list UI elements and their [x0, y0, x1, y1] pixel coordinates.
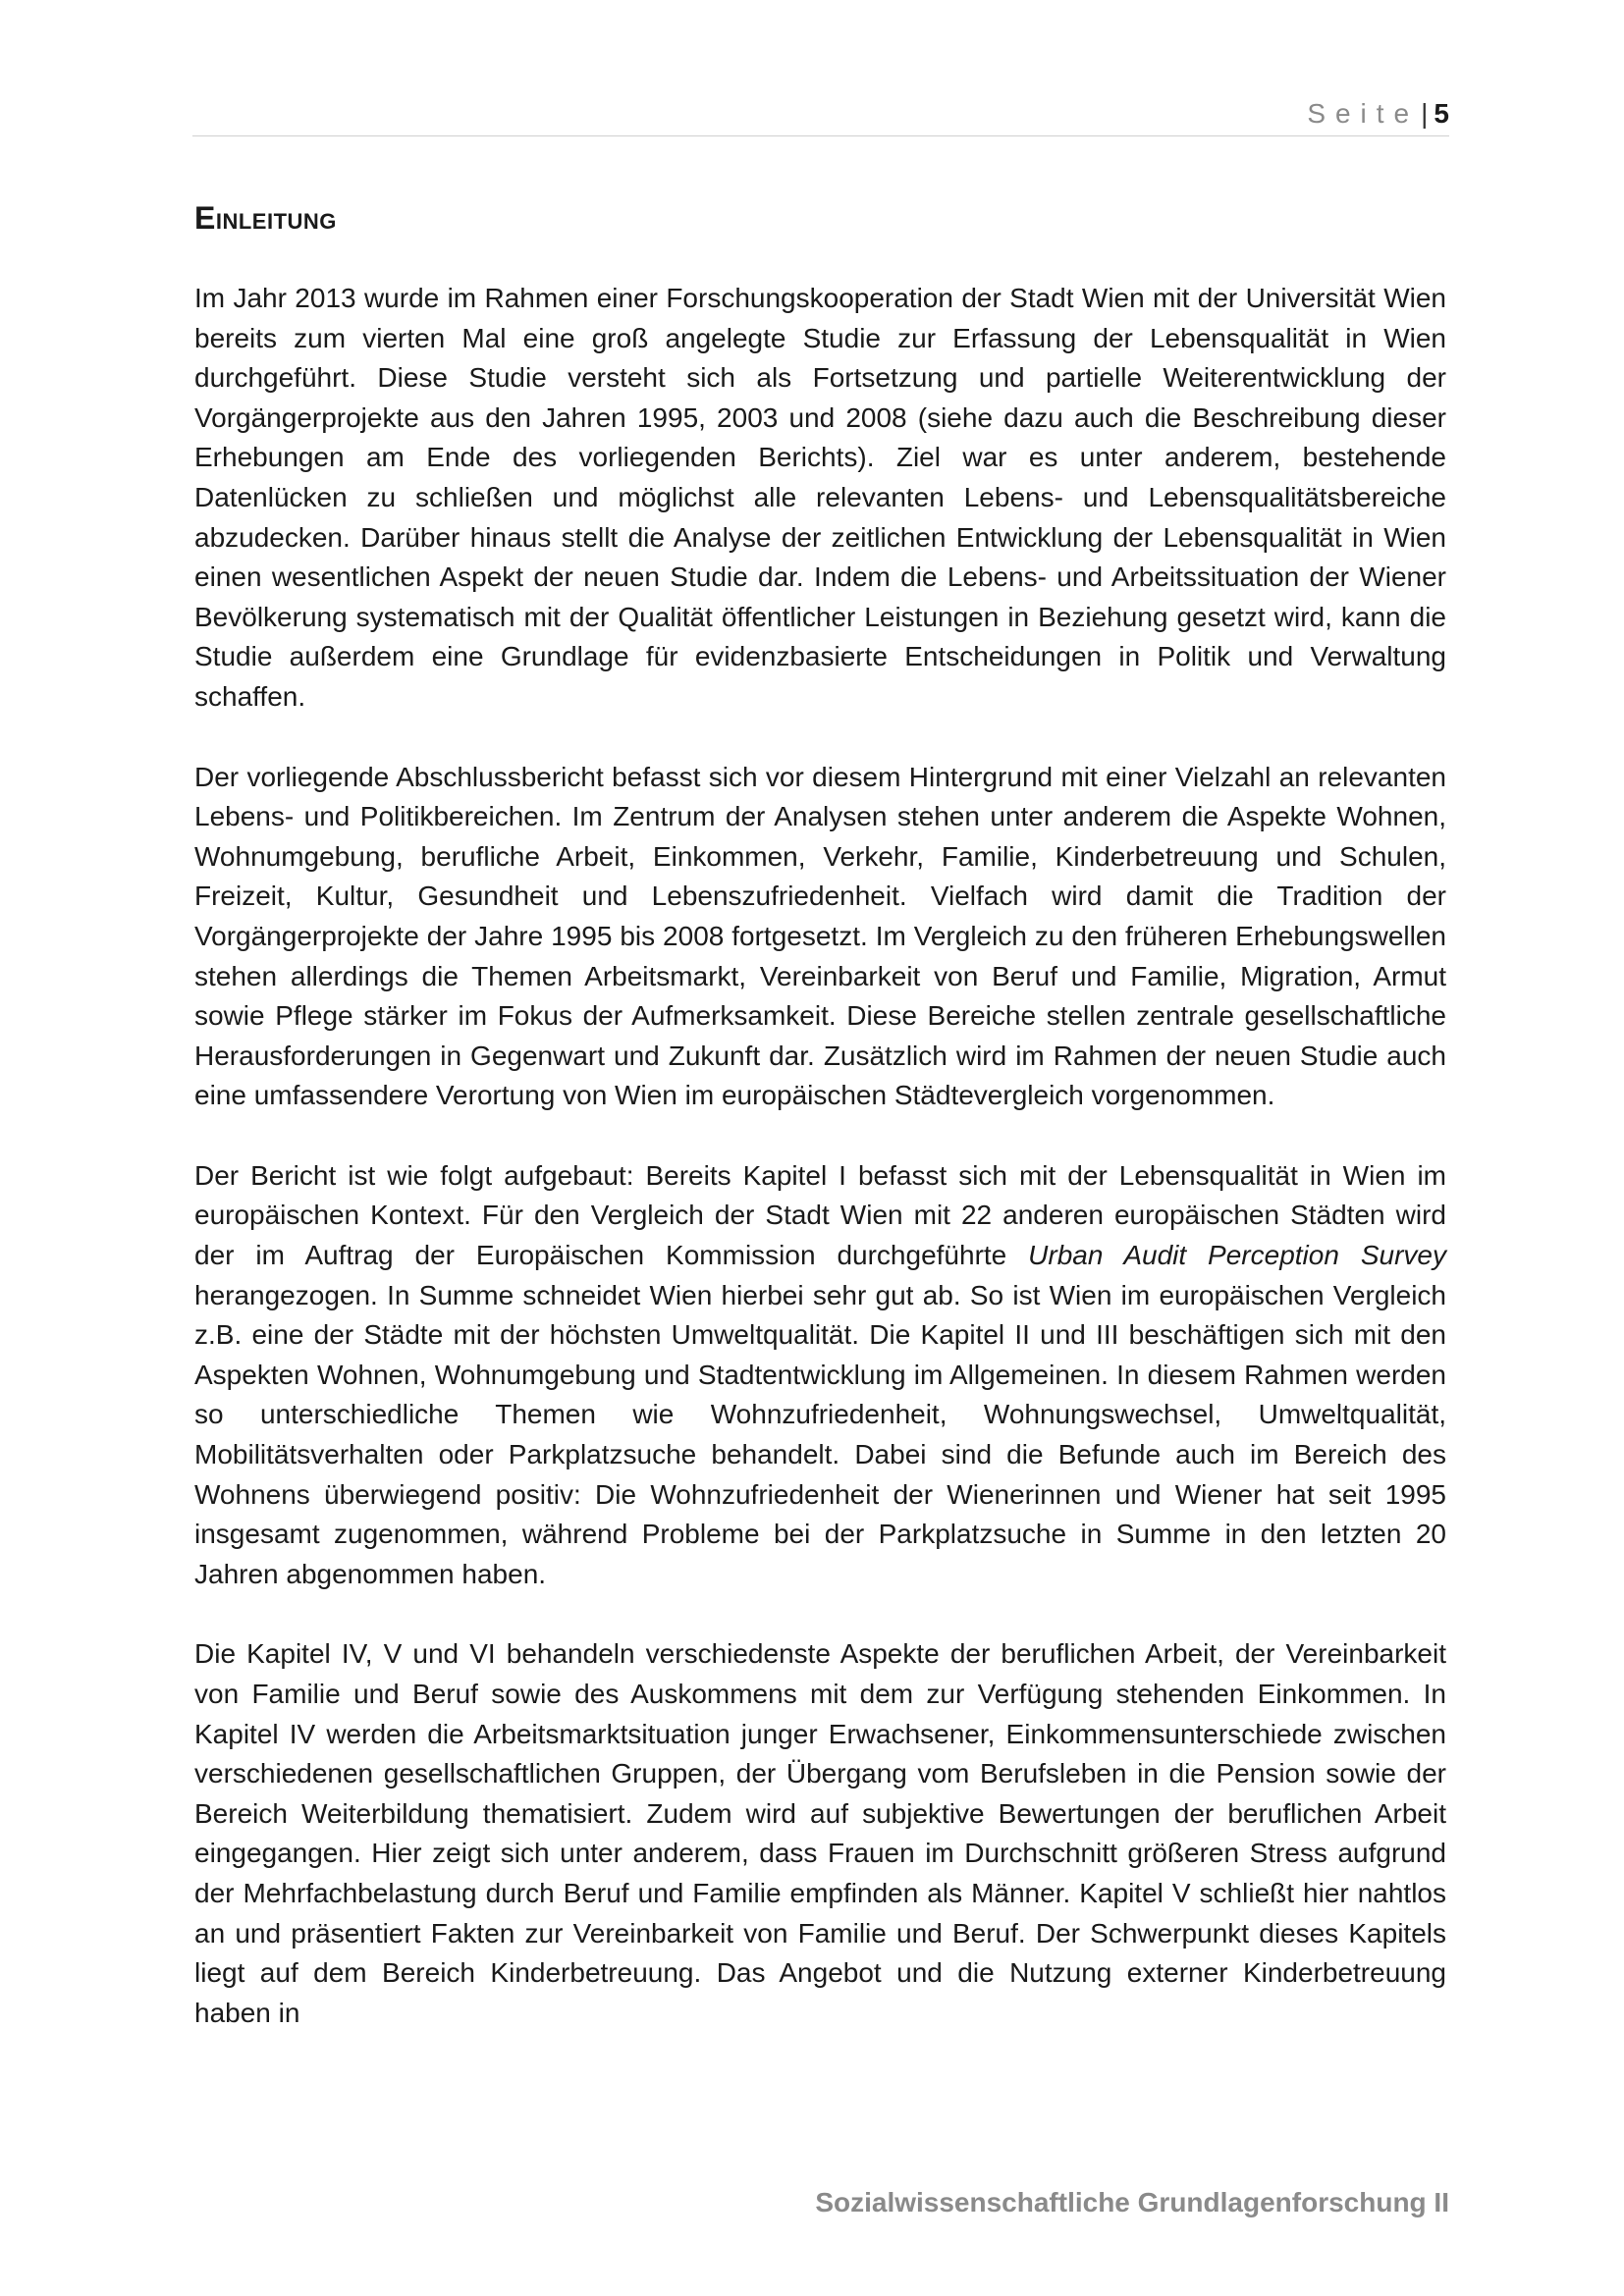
paragraph-2: Der vorliegende Abschlussbericht befasst sich vor diesem Hintergrund mit einer Vielzahl an relevanten Lebens- und Politikbereichen. Im Zentrum der Analysen stehen unter anderem die Aspekte Wohnen, Wohnumgebung, berufliche Arbeit, Einkommen, Verkehr, Familie, Kinderbetreuung und Schulen, Freizeit, Kultur, Gesundheit und Lebenszufriedenheit. Vielfach wird damit die Tradition der Vorgängerprojekte der Jahre 1995 bis 2008 fortgesetzt. Im Vergleich zu den früheren Erhebungswellen stehen allerdings die Themen Arbeitsmarkt, Vereinbarkeit von Beruf und Familie, Migration, Armut sowie Pflege stärker im Fokus der Aufmerksamkeit. Diese Bereiche stellen zentrale gesellschaftliche Herausforderungen in Gegenwart und Zukunft dar. Zusätzlich wird im Rahmen der neuen Studie auch eine umfassendere Verortung von Wien im europäischen Städtevergleich vorgenommen. [194, 761, 1446, 1111]
section-heading: Einleitung [194, 200, 337, 236]
paragraph-4: Die Kapitel IV, V und VI behandeln verschiedenste Aspekte der beruflichen Arbeit, der Vereinbarkeit von Familie und Beruf sowie des Auskommens mit dem zur Verfügung stehenden Einkommen. In Kapitel IV werden die Arbeitsmarktsituation junger Erwachsener, Einkommensunterschiede zwischen verschiedenen gesellschaftlichen Gruppen, der Übergang vom Berufsleben in die Pension sowie der Bereich Weiterbildung thematisiert. Zudem wird auf subjektive Bewertungen der beruflichen Arbeit eingegangen. Hier zeigt sich unter anderem, dass Frauen im Durchschnitt größeren Stress aufgrund der Mehrfachbelastung durch Beruf und Familie empfinden als Männer. Kapitel V schließt hier nahtlos an und präsentiert Fakten zur Vereinbarkeit von Familie und Beruf. Der Schwerpunkt dieses Kapitels liegt auf dem Bereich Kinderbetreuung. Das Angebot und die Nutzung externer Kinderbetreuung haben in [194, 1638, 1446, 2028]
page-header [192, 94, 1449, 136]
page-footer: Sozialwissenschaftliche Grundlagenforschung II [815, 2187, 1449, 2217]
page-label: Seite [1307, 98, 1420, 129]
body-text [194, 279, 1446, 2073]
paragraph-3-text-before: Der Bericht ist wie folgt aufgebaut: Bereits Kapitel I befasst sich mit der Lebensqualität in Wien im europäischen Kontext. Für den Vergleich der Stadt Wien mit 22 anderen europäischen Städten wird der im Auftrag der Europäischen Kommission durchgeführte [194, 1159, 1446, 1271]
paragraph-1: Im Jahr 2013 wurde im Rahmen einer Forschungskooperation der Stadt Wien mit der Universität Wien bereits zum vierten Mal eine groß angelegte Studie zur Erfassung der Lebensqualität in Wien durchgeführt. Diese Studie versteht sich als Fortsetzung und partielle Weiterentwicklung der Vorgängerprojekte aus den Jahren 1995, 2003 und 2008 (siehe dazu auch die Beschreibung dieser Erhebungen am Ende des vorliegenden Berichts). Ziel war es unter anderem, bestehende Datenlücken zu schließen und möglichst alle relevanten Lebens- und Lebensqualitätsbereiche abzudecken. Darüber hinaus stellt die Analyse der zeitlichen Entwicklung der Lebensqualität in Wien einen wesentlichen Aspekt der neuen Studie dar. Indem die Lebens- und Arbeitssituation der Wiener Bevölkerung systematisch mit der Qualität öffentlicher Leistungen in Beziehung gesetzt wird, kann die Studie außerdem eine Grundlage für evidenzbasierte Entscheidungen in Politik und Verwaltung schaffen. [194, 283, 1446, 712]
page-number: 5 [1434, 98, 1449, 129]
page-separator: | [1421, 98, 1429, 129]
paragraph-3 [194, 1156, 1446, 1595]
paragraph-3-text-after: herangezogen. In Summe schneidet Wien hierbei sehr gut ab. So ist Wien im europäischen Vergleich z.B. eine der Städte mit der höchsten Umweltqualität. Die Kapitel II und III beschäftigen sich mit den Aspekten Wohnen, Wohnumgebung und Stadtentwicklung im Allgemeinen. In diesem Rahmen werden so unterschiedliche Themen wie Wohnzufriedenheit, Wohnungswechsel, Umweltqualität, Mobilitätsverhalten oder Parkplatzsuche behandelt. Dabei sind die Befunde auch im Bereich des Wohnens überwiegend positiv: Die Wohnzufriedenheit der Wienerinnen und Wiener hat seit 1995 insgesamt zugenommen, während Probleme bei der Parkplatzsuche in Summe in den letzten 20 Jahren abgenommen haben. [194, 1279, 1446, 1589]
survey-title: Urban Audit Perception Survey [1028, 1240, 1446, 1271]
